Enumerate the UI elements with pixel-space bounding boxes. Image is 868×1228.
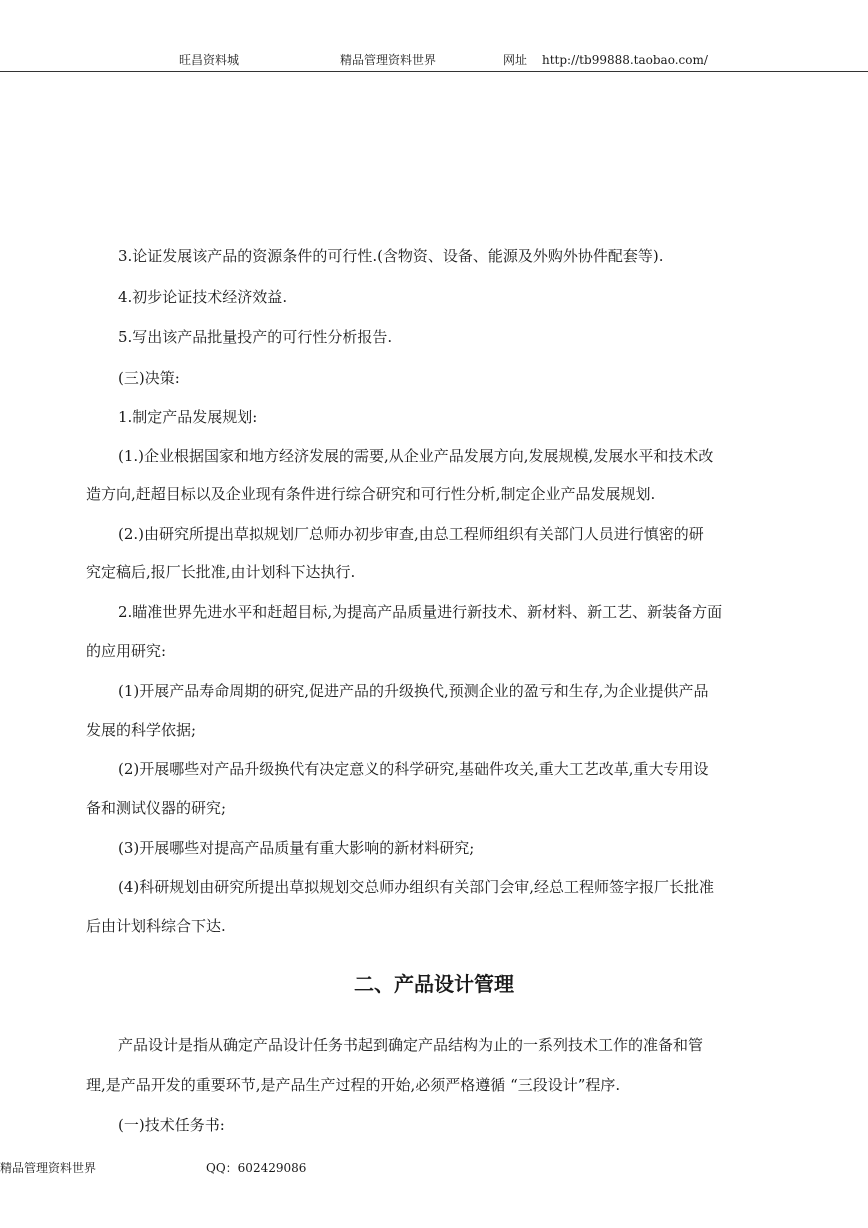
paragraph: 5.写出该产品批量投产的可行性分析报告.	[118, 328, 393, 346]
paragraph: 3.论证发展该产品的资源条件的可行性.(含物资、设备、能源及外购外协件配套等).	[118, 247, 664, 265]
footer-site-name: 精品管理资料世界	[0, 1161, 97, 1175]
header-url-label: 网址	[503, 53, 528, 67]
paragraph: 理,是产品开发的重要环节,是产品生产过程的开始,必须严格遵循 “三段设计”程序.	[86, 1076, 621, 1094]
paragraph: (2.)由研究所提出草拟规划厂总师办初步审查,由总工程师组织有关部门人员进行慎密的研	[118, 525, 704, 543]
paragraph: (2)开展哪些对产品升级换代有决定意义的科学研究,基础件攻关,重大工艺改革,重大专用设	[118, 760, 709, 778]
paragraph: (1.)企业根据国家和地方经济发展的需要,从企业产品发展方向,发展规模,发展水平和技术改	[118, 447, 714, 465]
header-site-name: 精品管理资料世界	[340, 53, 437, 67]
paragraph: 究定稿后,报厂长批准,由计划科下达执行.	[86, 563, 356, 581]
paragraph: 后由计划科综合下达.	[86, 917, 226, 935]
paragraph: (3)开展哪些对提高产品质量有重大影响的新材料研究;	[118, 839, 475, 857]
paragraph: 造方向,赶超目标以及企业现有条件进行综合研究和可行性分析,制定企业产品发展规划.	[86, 485, 656, 503]
page-footer	[0, 1160, 868, 1180]
page-header	[0, 52, 868, 72]
header-url: http://tb99888.taobao.com/	[542, 53, 708, 67]
header-divider	[0, 71, 868, 72]
footer-qq: QQ：602429086	[206, 1161, 307, 1175]
paragraph: 发展的科学依据;	[86, 721, 197, 739]
paragraph: 2.瞄准世界先进水平和赶超目标,为提高产品质量进行新技术、新材料、新工艺、新装备方面	[118, 603, 723, 621]
paragraph: 产品设计是指从确定产品设计任务书起到确定产品结构为止的一系列技术工作的准备和管	[118, 1036, 704, 1054]
paragraph: (三)决策:	[118, 369, 180, 387]
paragraph: (4)科研规划由研究所提出草拟规划交总师办组织有关部门会审,经总工程师签字报厂长批准	[118, 878, 715, 896]
section-title: 二、产品设计管理	[354, 972, 514, 996]
paragraph: 备和测试仪器的研究;	[86, 799, 227, 817]
paragraph: 的应用研究:	[86, 642, 167, 660]
paragraph: 4.初步论证技术经济效益.	[118, 288, 288, 306]
paragraph: (1)开展产品寿命周期的研究,促进产品的升级换代,预测企业的盈亏和生存,为企业提供产品	[118, 682, 709, 700]
paragraph: 1.制定产品发展规划:	[118, 408, 258, 426]
header-shop-name: 旺昌资料城	[179, 53, 240, 67]
paragraph: (一)技术任务书:	[118, 1116, 225, 1134]
